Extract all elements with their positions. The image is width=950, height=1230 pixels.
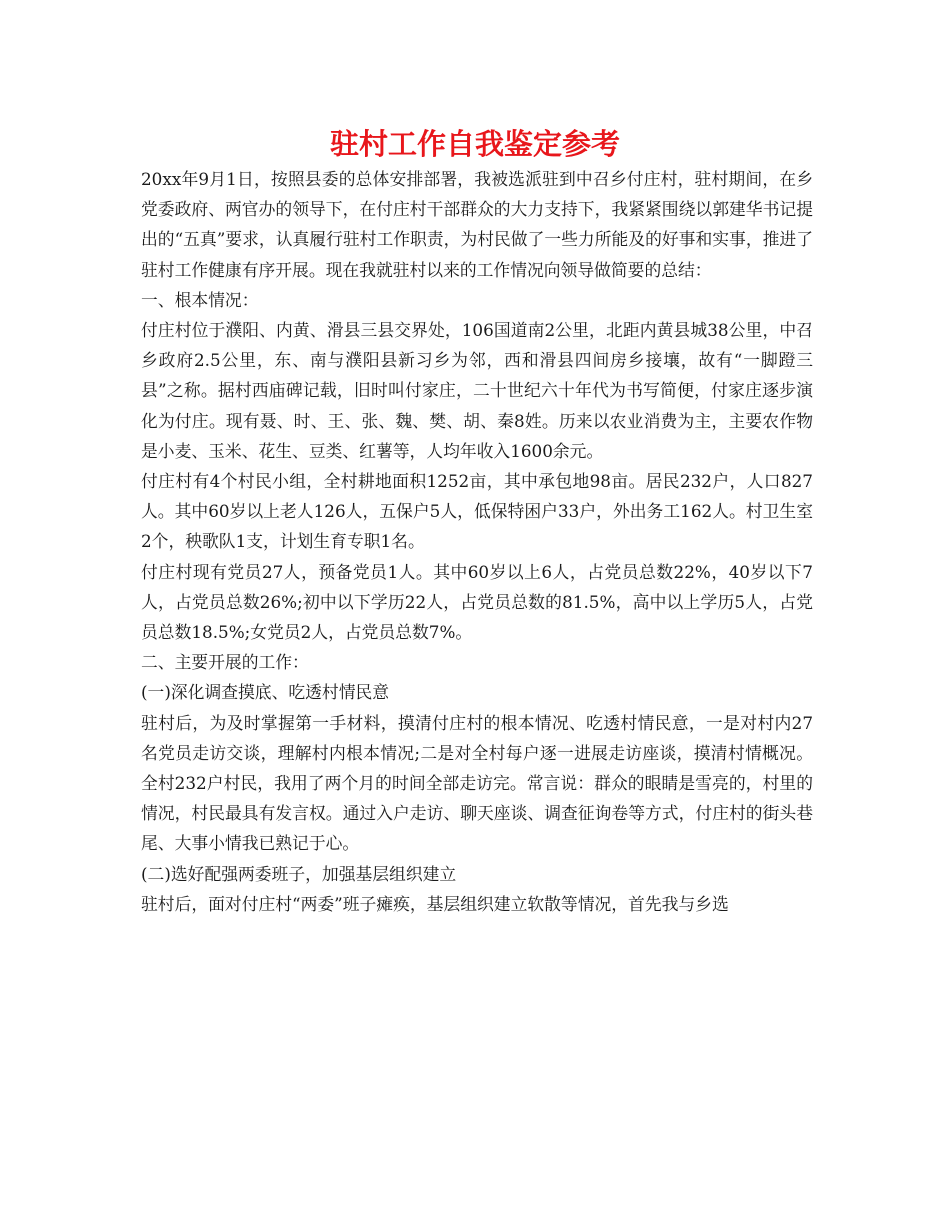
subsection-heading-investigation: (一)深化调查摸底、吃透村情民意 [141,682,390,703]
village-location-paragraph: 付庄村位于濮阳、内黄、滑县三县交界处，106国道南2公里，北距内黄县城38公里，中召乡政府2.5公里，东、南与濮阳县新习乡为邻，西和滑县四间房乡接壤，故有“一脚蹬三县”之称。据村西庙碑记载，旧时叫付家庄，二十世纪六十年代为书写简便，付家庄逐步演化为付庄。现有聂、时、王、张、魏、樊、胡、秦8姓。历来以农业消费为主，主要农作物是小麦、玉米、花生、豆类、红薯等，人均年收入1600余元。 [141,320,813,461]
investigation-paragraph: 驻村后，为及时掌握第一手材料，摸清付庄村的根本情况、吃透村情民意，一是对村内27名党员走访交谈，理解村内根本情况;二是对全村每户逐一进展走访座谈，摸清村情概况。全村232户村民，我用了两个月的时间全部走访完。常言说：群众的眼睛是雪亮的，村里的情况，村民最具有发言权。通过入户走访、聊天座谈、调查征询卷等方式，付庄村的街头巷尾、大事小情我已熟记于心。 [141,712,813,854]
village-population-paragraph: 付庄村有4个村民小组，全村耕地面积1252亩，其中承包地98亩。居民232户，人口827人。其中60岁以上老人126人，五保户5人，低保特困户33户，外出务工162人。村卫生室2个，秧歌队1支，计划生育专职1名。 [141,471,813,552]
document-body [141,164,813,919]
intro-paragraph: 20xx年9月1日，按照县委的总体安排部署，我被选派驻到中召乡付庄村，驻村期间，在乡党委政府、两官办的领导下，在付庄村干部群众的大力支持下，我紧紧围绕以郭建华书记提出的“五真”要求，认真履行驻村工作职责，为村民做了一些力所能及的好事和实事，推进了驻村工作健康有序开展。现在我就驻村以来的工作情况向领导做简要的总结： [141,169,813,280]
section-heading-main-work: 二、主要开展的工作： [141,652,309,673]
document-title: 驻村工作自我鉴定参考 [329,127,620,161]
subsection-heading-committee: (二)选好配强两委班子，加强基层组织建立 [141,863,457,884]
party-members-paragraph: 付庄村现有党员27人，预备党员1人。其中60岁以上6人，占党员总数22%，40岁以下7人，占党员总数26%;初中以下学历22人，占党员总数的81.5%，高中以上学历5人，占党员总数18.5%;女党员2人，占党员总数7%。 [141,561,813,643]
committee-paragraph: 驻村后，面对付庄村“两委”班子瘫痪，基层组织建立软散等情况，首先我与乡选 [141,893,729,914]
section-heading-basic-situation: 一、根本情况： [141,289,259,310]
